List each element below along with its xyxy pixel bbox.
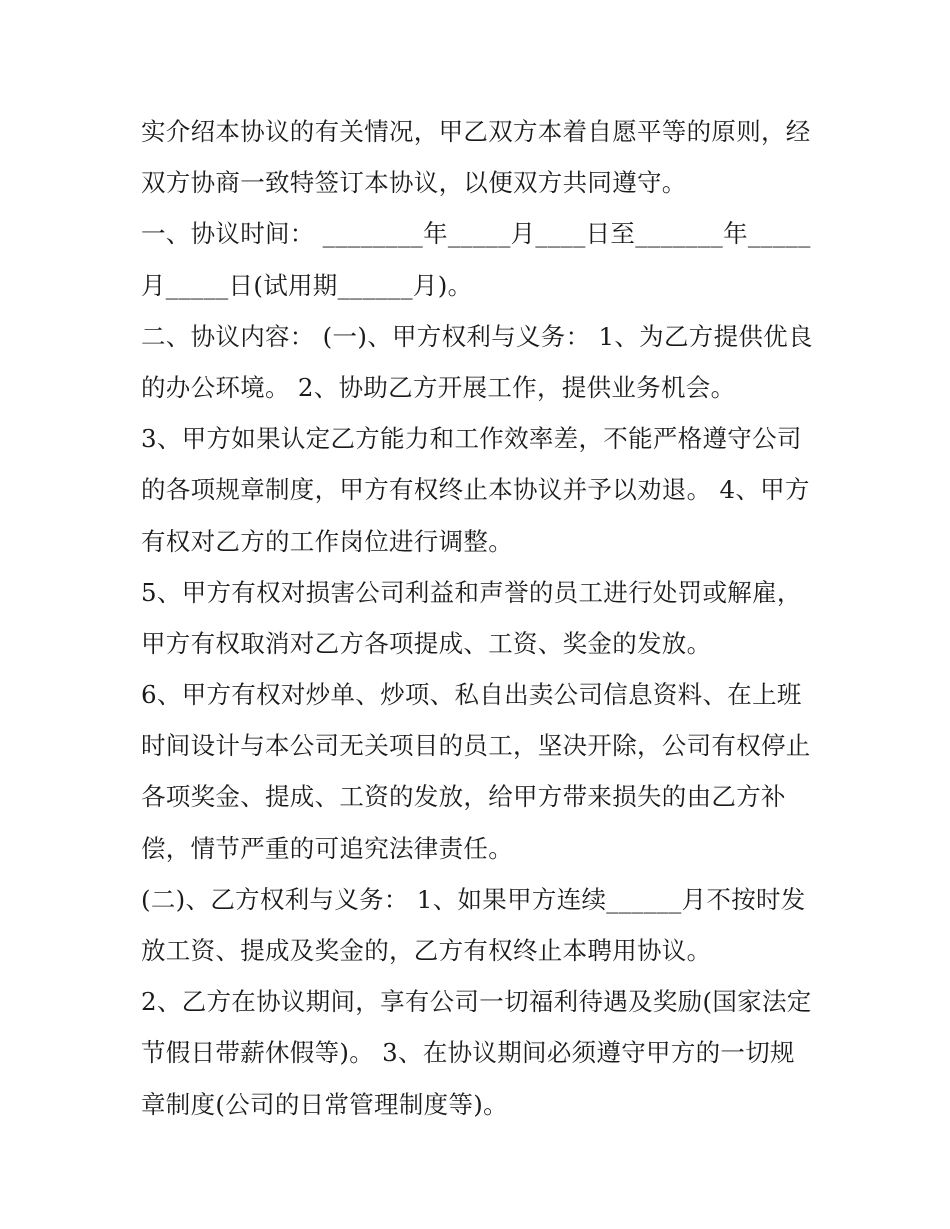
text-line: 3、甲方如果认定乙方能力和工作效率差，不能严格遵守公司 bbox=[141, 424, 802, 454]
text-line: 偿，情节严重的可追究法律责任。 bbox=[141, 833, 513, 863]
text-line: 放工资、提成及奖金的，乙方有权终止本聘用协议。 bbox=[141, 936, 712, 965]
text-line: 时间设计与本公司无关项目的员工，坚决开除，公司有权停止 bbox=[141, 731, 811, 761]
text-line: 的各项规章制度，甲方有权终止本协议并予以劝退。 4、甲方 bbox=[141, 475, 810, 505]
text-line: 有权对乙方的工作岗位进行调整。 bbox=[141, 526, 513, 556]
text-line: 甲方有权取消对乙方各项提成、工资、奖金的发放。 bbox=[141, 628, 712, 658]
text-line: 双方协商一致特签订本协议，以便双方共同遵守。 bbox=[141, 168, 687, 198]
document-body bbox=[141, 106, 821, 1130]
text-line: 节假日带薪休假等)。 3、在协议期间必须遵守甲方的一切规 bbox=[141, 1038, 795, 1068]
text-line: 2、乙方在协议期间，享有公司一切福利待遇及奖励(国家法定 bbox=[141, 987, 812, 1017]
text-line: 章制度(公司的日常管理制度等)。 bbox=[141, 1089, 508, 1119]
text-line: 6、甲方有权对炒单、炒项、私自出卖公司信息资料、在上班 bbox=[141, 680, 802, 710]
text-line: (二)、乙方权利与义务： 1、如果甲方连续______月不按时发 bbox=[141, 884, 806, 914]
text-line: 月_____日(试用期______月)。 bbox=[141, 270, 473, 300]
text-line: 各项奖金、提成、工资的发放，给甲方带来损失的由乙方补 bbox=[141, 782, 786, 812]
text-line: 的办公环境。 2、协助乙方开展工作，提供业务机会。 bbox=[141, 372, 736, 402]
text-line: 5、甲方有权对损害公司利益和声誉的员工进行处罚或解雇， bbox=[141, 577, 802, 607]
text-line: 一、协议时间： ________年_____月____日至_______年_____ bbox=[141, 219, 811, 249]
text-line: 二、协议内容： (一)、甲方权利与义务： 1、为乙方提供优良 bbox=[141, 321, 813, 351]
text-line: 实介绍本协议的有关情况，甲乙双方本着自愿平等的原则，经 bbox=[141, 117, 811, 146]
